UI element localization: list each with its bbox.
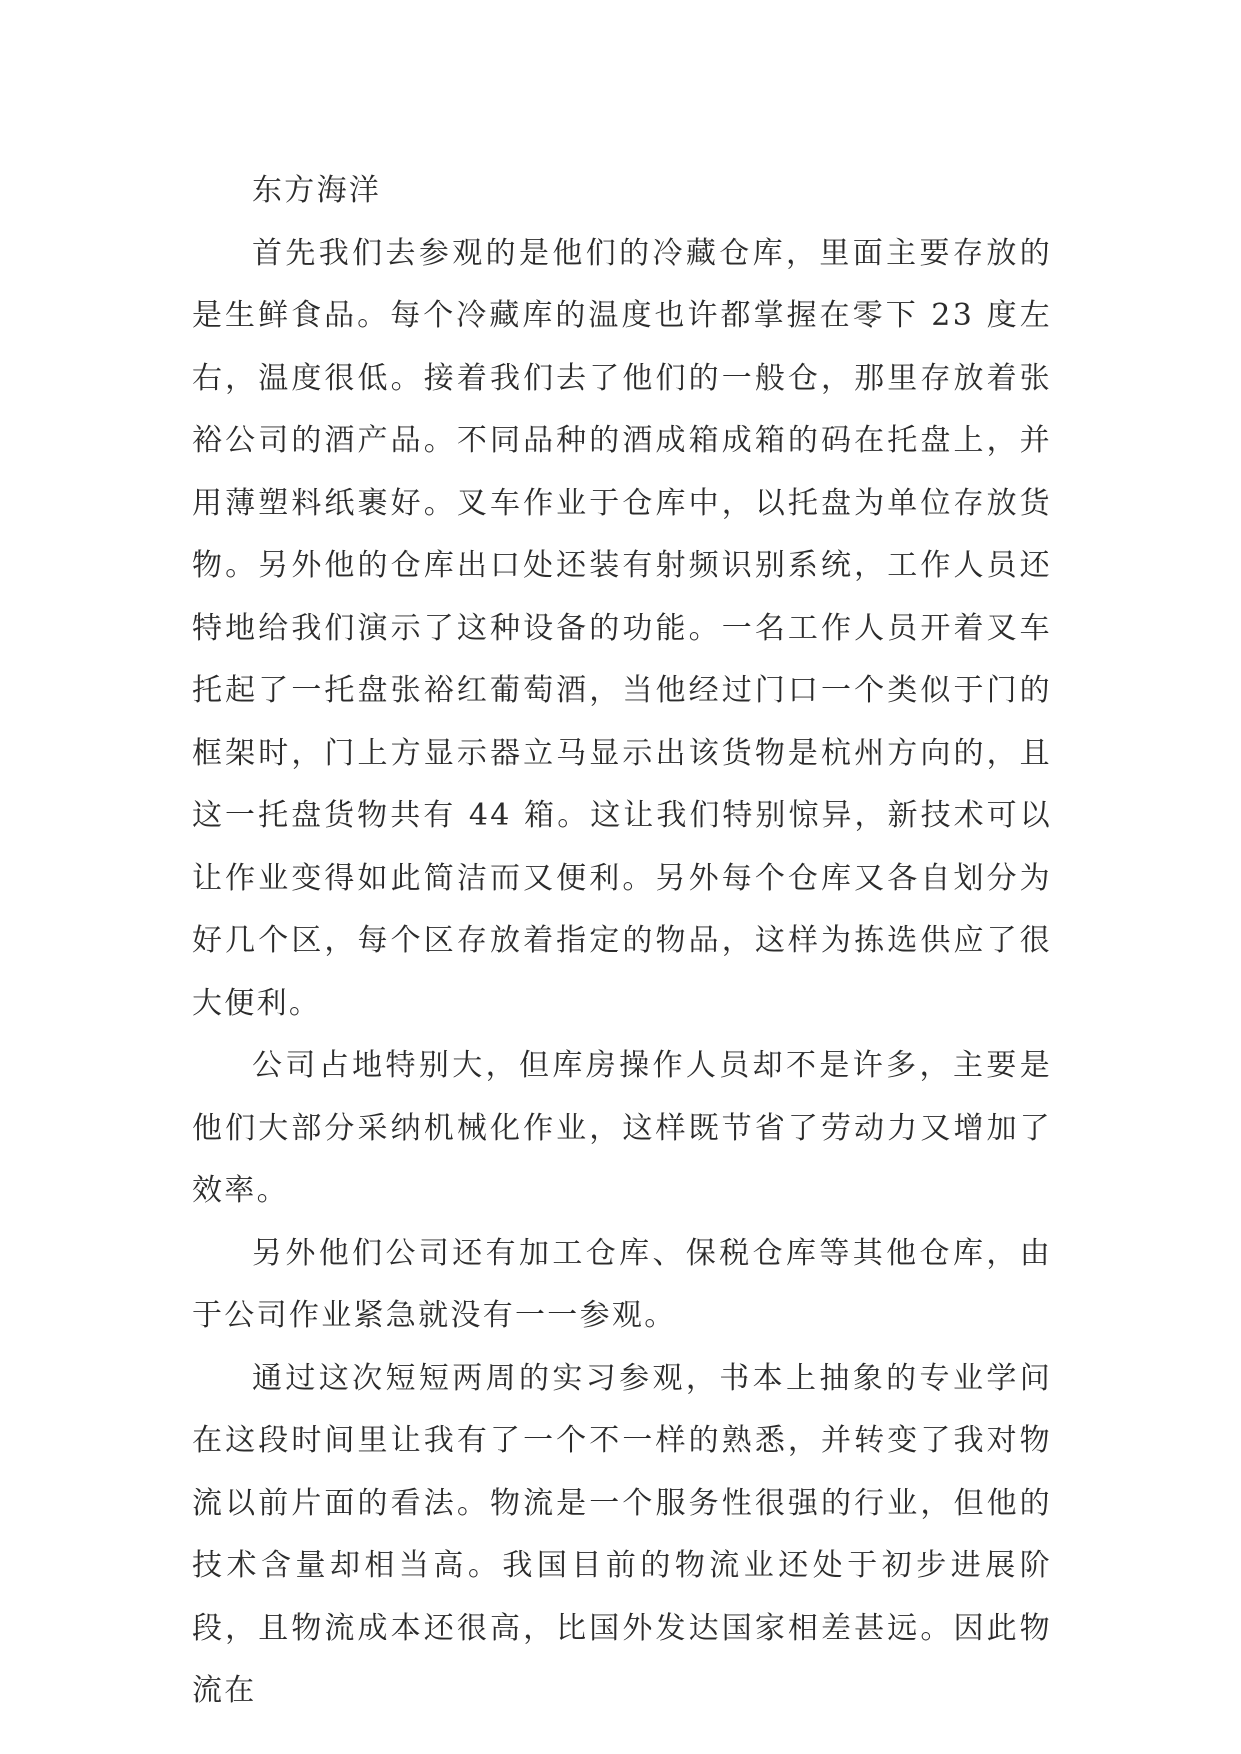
paragraph-heading: 东方海洋 [252, 173, 382, 208]
paragraph: 另外他们公司还有加工仓库、保税仓库等其他仓库，由于公司作业紧急就没有一一参观。 [192, 1235, 1052, 1333]
paragraph: 通过这次短短两周的实习参观，书本上抽象的专业学问在这段时间里让我有了一个不一样的熟悉，并转变了我对物流以前片面的看法。物流是一个服务性很强的行业，但他的技术含量却相当高。我国目前的物流业还处于初步进展阶段，且物流成本还很高，比国外发达国家相差甚远。因此物流在 [192, 1360, 1052, 1708]
paragraph: 公司占地特别大，但库房操作人员却不是许多，主要是他们大部分采纳机械化作业，这样既节省了劳动力又增加了效率。 [192, 1048, 1052, 1208]
document-body [192, 160, 1052, 1723]
paragraph: 首先我们去参观的是他们的冷藏仓库，里面主要存放的是生鲜食品。每个冷藏库的温度也许都掌握在零下 23 度左右，温度很低。接着我们去了他们的一般仓，那里存放着张裕公司的酒产品。不同品种的酒成箱成箱的码在托盘上，并用薄塑料纸裹好。叉车作业于仓库中，以托盘为单位存放货物。另外他的仓库出口处还装有射频识别系统，工作人员还特地给我们演示了这种设备的功能。一名工作人员开着叉车托起了一托盘张裕红葡萄酒，当他经过门口一个类似于门的框架时，门上方显示器立马显示出该货物是杭州方向的，且这一托盘货物共有 44 箱。这让我们特别惊异，新技术可以让作业变得如此简洁而又便利。另外每个仓库又各自划分为好几个区，每个区存放着指定的物品，这样为拣选供应了很大便利。 [192, 235, 1052, 1021]
